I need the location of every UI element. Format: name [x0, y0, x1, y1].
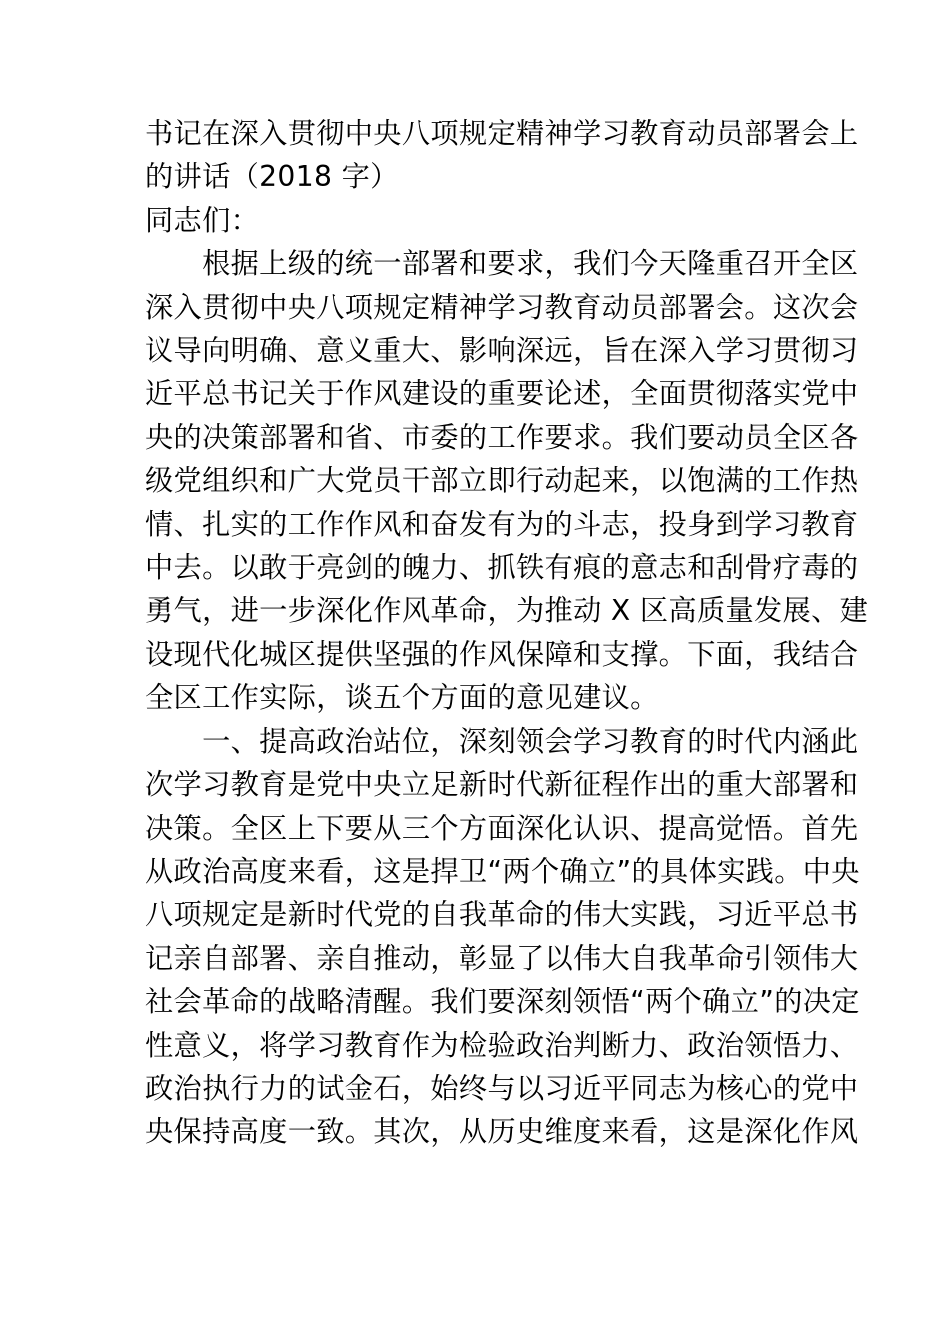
document-title-line-1: 书记在深入贯彻中央八项规定精神学习教育动员部署会上 — [145, 117, 859, 150]
paragraph-section-one-line-6: 记亲自部署、亲自推动，彰显了以伟大自我革命引领伟大 — [145, 941, 859, 975]
paragraph-opening-line-1: 根据上级的统一部署和要求，我们今天隆重召开全区 — [145, 247, 859, 281]
document-text-body — [145, 112, 869, 1154]
paragraph-opening-line-9: 勇气，进一步深化作风革命，为推动 X 区高质量发展、建 — [145, 594, 869, 628]
paragraph-section-one-line-2: 次学习教育是党中央立足新时代新征程作出的重大部署和 — [145, 768, 859, 802]
paragraph-opening-line-7: 情、扎实的工作作风和奋发有为的斗志，投身到学习教育 — [145, 507, 859, 541]
paragraph-opening-line-11: 全区工作实际，谈五个方面的意见建议。 — [145, 681, 659, 715]
paragraph-section-one-line-9: 政治执行力的试金石，始终与以习近平同志为核心的党中 — [145, 1071, 859, 1105]
paragraph-section-one-line-8: 性意义，将学习教育作为检验政治判断力、政治领悟力、 — [145, 1028, 859, 1062]
paragraph-section-one-line-1: 一、提高政治站位，深刻领会学习教育的时代内涵此 — [145, 724, 859, 758]
document-title-line-2: 的讲话（2018 字） — [145, 160, 399, 194]
paragraph-opening-line-5: 央的决策部署和省、市委的工作要求。我们要动员全区各 — [145, 420, 859, 454]
paragraph-opening-line-6: 级党组织和广大党员干部立即行动起来，以饱满的工作热 — [145, 464, 859, 498]
paragraph-opening-line-8: 中去。以敢于亮剑的魄力、抓铁有痕的意志和刮骨疗毒的 — [145, 551, 859, 585]
paragraph-section-one-line-5: 八项规定是新时代党的自我革命的伟大实践，习近平总书 — [145, 898, 859, 932]
paragraph-section-one-line-4: 从政治高度来看，这是捍卫“两个确立”的具体实践。中央 — [145, 854, 860, 888]
paragraph-section-one-line-3: 决策。全区上下要从三个方面深化认识、提高觉悟。首先 — [145, 811, 859, 845]
paragraph-opening-line-2: 深入贯彻中央八项规定精神学习教育动员部署会。这次会 — [145, 290, 859, 324]
paragraph-opening-line-3: 议导向明确、意义重大、影响深远，旨在深入学习贯彻习 — [145, 334, 859, 368]
salutation: 同志们： — [145, 203, 260, 237]
paragraph-opening-line-10: 设现代化城区提供坚强的作风保障和支撑。下面，我结合 — [145, 637, 859, 671]
paragraph-section-one-line-10: 央保持高度一致。其次，从历史维度来看，这是深化作风 — [145, 1115, 859, 1149]
paragraph-section-one-line-7: 社会革命的战略清醒。我们要深刻领悟“两个确立”的决定 — [145, 985, 860, 1019]
paragraph-opening-line-4: 近平总书记关于作风建设的重要论述，全面贯彻落实党中 — [145, 377, 859, 411]
